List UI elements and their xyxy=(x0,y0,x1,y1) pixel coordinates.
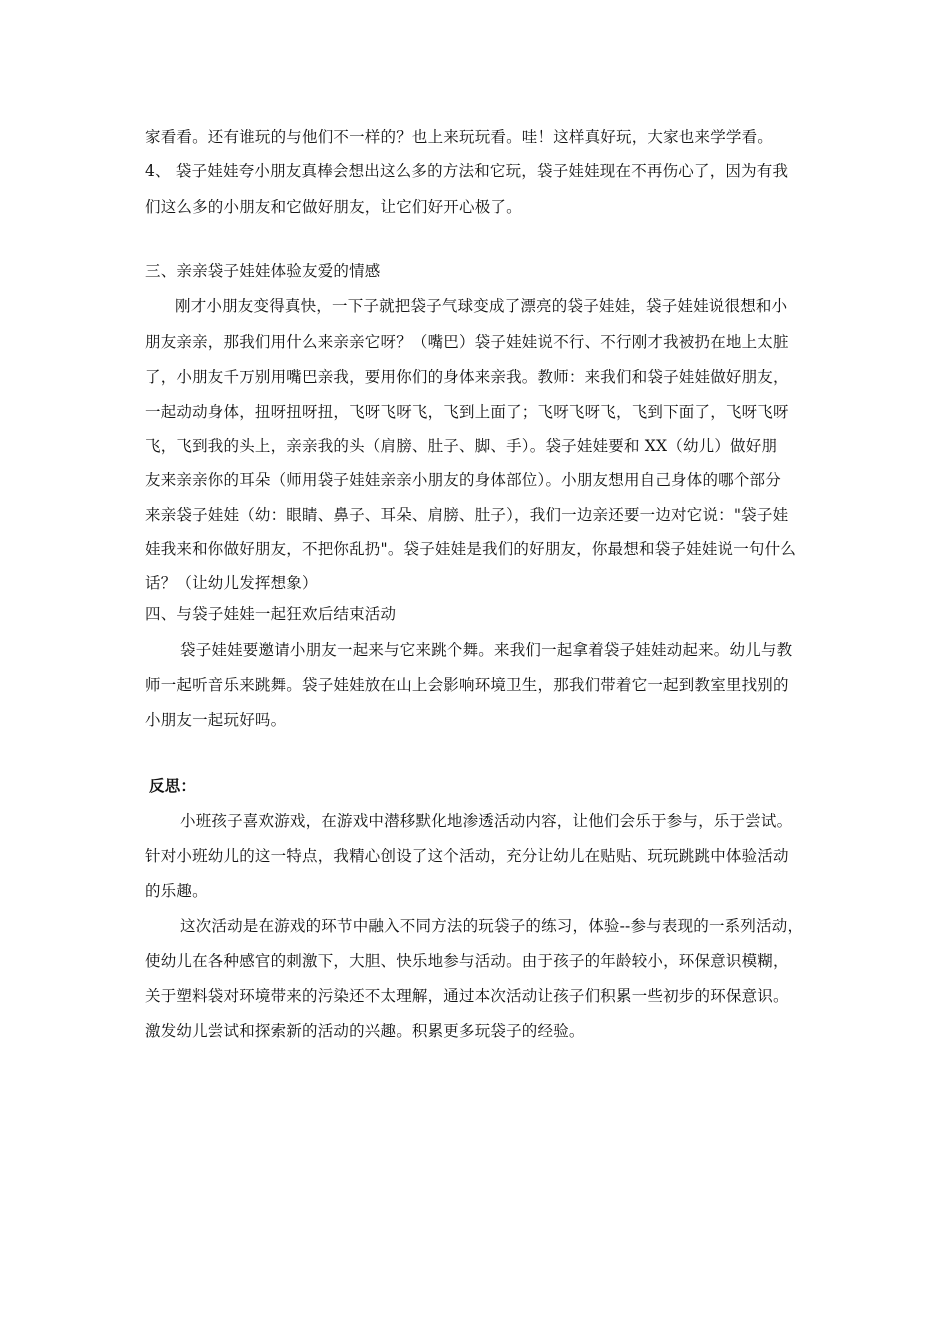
reflection-p2-line-1: 这次活动是在游戏的环节中融入不同方法的玩袋子的练习，体验--参与表现的一系列活动， xyxy=(180,917,804,935)
reflection-p2-line-4: 激发幼儿尝试和探索新的活动的兴趣。积累更多玩袋子的经验。 xyxy=(145,1022,585,1040)
reflection-heading: 反思： xyxy=(149,777,197,795)
section2-line-3: 们这么多的小朋友和它做好朋友，让它们好开心极了。 xyxy=(145,198,522,216)
section4-line-1: 袋子娃娃要邀请小朋友一起来与它来跳个舞。来我们一起拿着袋子娃娃动起来。幼儿与教 xyxy=(180,641,793,659)
section3-heading: 三、亲亲袋子娃娃体验友爱的情感 xyxy=(145,262,381,280)
section3-line-1: 刚才小朋友变得真快，一下子就把袋子气球变成了漂亮的袋子娃娃，袋子娃娃说很想和小 xyxy=(175,297,788,315)
section3-line-6: 友来亲亲你的耳朵（师用袋子娃娃亲亲小朋友的身体部位）。小朋友想用自己身体的哪个部分 xyxy=(145,471,781,489)
reflection-p1-line-1: 小班孩子喜欢游戏，在游戏中潜移默化地渗透活动内容，让他们会乐于参与，乐于尝试。 xyxy=(180,812,793,830)
section3-line-7: 来亲袋子娃娃（幼：眼睛、鼻子、耳朵、肩膀、肚子），我们一边亲还要一边对它说："袋子娃 xyxy=(145,506,789,524)
section4-line-2: 师一起听音乐来跳舞。袋子娃娃放在山上会影响环境卫生，那我们带着它一起到教室里找别的 xyxy=(145,676,789,694)
section3-line-9: 话？（让幼儿发挥想象） xyxy=(145,574,318,592)
reflection-p1-line-3: 的乐趣。 xyxy=(145,882,208,900)
section3-line-5: 飞，飞到我的头上，亲亲我的头（肩膀、肚子、脚、手）。袋子娃娃要和 XX（幼儿）做好朋 xyxy=(145,437,778,455)
section4-line-3: 小朋友一起玩好吗。 xyxy=(145,711,287,729)
reflection-p2-line-2: 使幼儿在各种感官的刺激下，大胆、快乐地参与活动。由于孩子的年龄较小，环保意识模糊， xyxy=(145,952,789,970)
reflection-p2-line-3: 关于塑料袋对环境带来的污染还不太理解，通过本次活动让孩子们积累一些初步的环保意识。 xyxy=(145,987,789,1005)
section2-line-2: 4、 袋子娃娃夸小朋友真棒会想出这么多的方法和它玩，袋子娃娃现在不再伤心了，因为有我 xyxy=(145,162,789,180)
section4-heading: 四、与袋子娃娃一起狂欢后结束活动 xyxy=(145,605,397,623)
section2-line-1: 家看看。还有谁玩的与他们不一样的？也上来玩玩看。哇！这样真好玩，大家也来学学看。 xyxy=(145,128,774,146)
section3-line-2: 朋友亲亲，那我们用什么来亲亲它呀？（嘴巴）袋子娃娃说不行、不行刚才我被扔在地上太脏 xyxy=(145,333,789,351)
section3-line-3: 了，小朋友千万别用嘴巴亲我，要用你们的身体来亲我。教师：来我们和袋子娃娃做好朋友， xyxy=(145,368,789,386)
section3-line-4: 一起动动身体，扭呀扭呀扭，飞呀飞呀飞，飞到上面了；飞呀飞呀飞，飞到下面了，飞呀飞呀 xyxy=(145,403,789,421)
section3-line-8: 娃我来和你做好朋友，不把你乱扔"。袋子娃娃是我们的好朋友，你最想和袋子娃娃说一句什么 xyxy=(145,540,797,558)
reflection-p1-line-2: 针对小班幼儿的这一特点，我精心创设了这个活动，充分让幼儿在贴贴、玩玩跳跳中体验活动 xyxy=(145,847,789,865)
